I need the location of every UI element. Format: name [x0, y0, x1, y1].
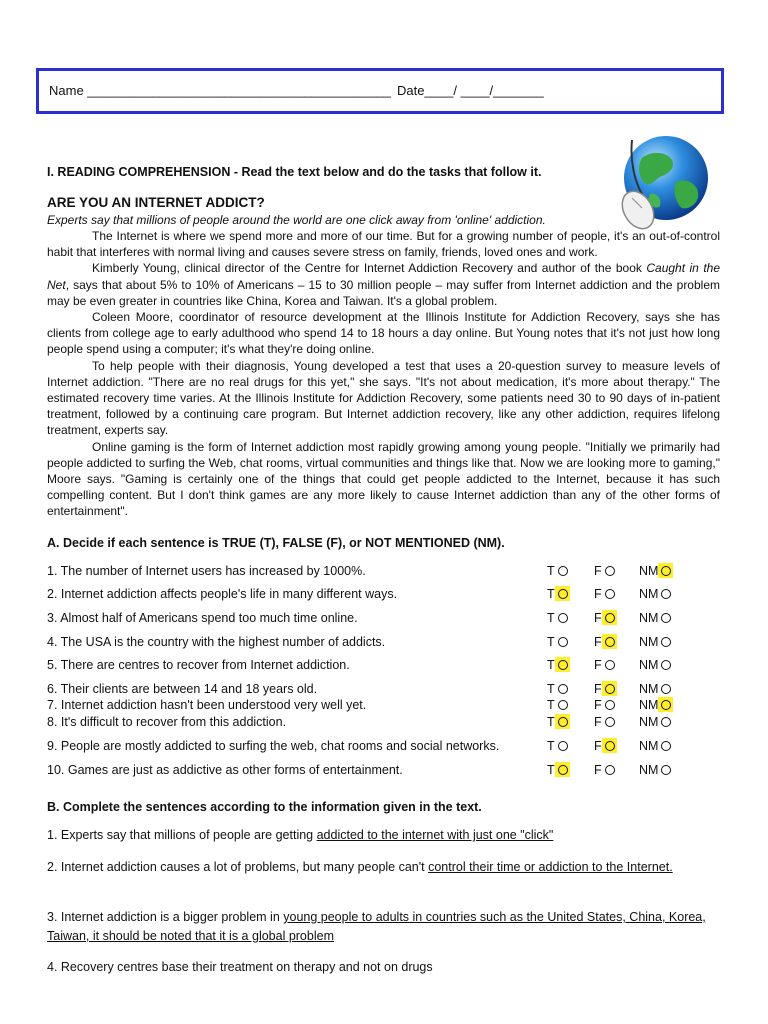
option-label: T — [547, 635, 555, 649]
option-label: T — [547, 682, 555, 696]
option-f[interactable] — [594, 611, 615, 625]
radio-circle-icon[interactable] — [605, 700, 615, 710]
option-label: NM — [639, 739, 659, 753]
radio-circle-icon[interactable] — [558, 566, 568, 576]
option-t[interactable] — [547, 698, 568, 712]
radio-circle-icon[interactable] — [661, 613, 671, 623]
option-label: NM — [639, 635, 659, 649]
option-label: T — [547, 658, 555, 672]
radio-circle-icon[interactable] — [558, 741, 568, 751]
question-text: 3. Almost half of Americans spend too much time online. — [47, 611, 358, 625]
paragraph-2-end: , says that about 5% to 10% of Americans – 15 to 30 million people – may suffer from Internet addiction and the problem may be even greater in countries like China, Korea and Taiwan. It's a global problem. — [47, 277, 720, 308]
section-title: I. READING COMPREHENSION - Read the text below and do the tasks that follow it. — [47, 165, 542, 179]
radio-circle-icon[interactable] — [558, 765, 568, 775]
paragraph-3: Coleen Moore, coordinator of resource development at the Illinois Institute for Addiction Recovery, says she has clients from college age to early adulthood who spend 14 to 18 hours a day online. But Young notes that it's not just how long people spend using a computer; it's what they're doing online. — [47, 310, 720, 357]
option-t[interactable] — [547, 763, 568, 777]
completion-answer[interactable]: control their time or addiction to the Internet. — [428, 860, 673, 874]
option-label: F — [594, 763, 602, 777]
question-text: 1. The number of Internet users has increased by 1000%. — [47, 564, 366, 578]
question-row — [47, 682, 727, 698]
completion-prompt: 1. Experts say that millions of people are getting — [47, 828, 317, 842]
option-f[interactable] — [594, 564, 615, 578]
completion-answer[interactable]: addicted to the internet with just one "click" — [316, 828, 554, 842]
question-row — [47, 611, 727, 627]
question-text: 7. Internet addiction hasn't been understood very well yet. — [47, 698, 367, 712]
paragraph-2-start: Kimberly Young, clinical director of the Centre for Internet Addiction Recovery and author of the book — [92, 261, 647, 276]
option-label: T — [547, 611, 555, 625]
paragraph-5: Online gaming is the form of Internet addiction most rapidly growing among young people. "Initially we primarily had people addicted to surfing the Web, chat rooms, virtual communities and things like that. Now we are looking more to gaming," Moore says. "Gaming is certainly one of the things that could get people addicted to the Internet, because it has such compelling content. But I don't think games are any more likely to cause Internet addiction than any of the other forms of entertainment". — [47, 439, 720, 519]
completion-item-3 — [47, 908, 707, 946]
article-body — [47, 228, 720, 520]
completion-item-4 — [47, 958, 707, 977]
article-subtitle: Experts say that millions of people around the world are one click away from 'online' addiction. — [47, 213, 546, 227]
radio-circle-icon[interactable] — [661, 589, 671, 599]
question-text: 2. Internet addiction affects people's life in many different ways. — [47, 587, 398, 601]
option-f[interactable] — [594, 587, 615, 601]
question-text: 6. Their clients are between 14 and 18 years old. — [47, 682, 318, 696]
option-nm[interactable] — [639, 564, 671, 578]
option-label: F — [594, 739, 602, 753]
option-f[interactable] — [594, 715, 615, 729]
radio-circle-icon[interactable] — [605, 765, 615, 775]
option-nm[interactable] — [639, 611, 671, 625]
option-t[interactable] — [547, 587, 568, 601]
radio-circle-icon[interactable] — [558, 717, 568, 727]
option-t[interactable] — [547, 715, 568, 729]
option-label: T — [547, 715, 555, 729]
radio-circle-icon[interactable] — [558, 684, 568, 694]
radio-circle-icon[interactable] — [605, 660, 615, 670]
question-text: 8. It's difficult to recover from this addiction. — [47, 715, 287, 729]
radio-circle-icon[interactable] — [605, 637, 615, 647]
task-b-instruction: B. Complete the sentences according to the information given in the text. — [47, 800, 482, 814]
option-label: T — [547, 739, 555, 753]
completion-answer[interactable]: young people to adults in countries such as the United States, China, Korea, Taiwan, it should be noted that it is a global problem — [47, 910, 706, 943]
option-label: NM — [639, 715, 659, 729]
paragraph-4: To help people with their diagnosis, Young developed a test that uses a 20-question survey to measure levels of Internet addiction. "There are no real drugs for this yet," she says. "It's not about medication, it's more about therapy." The estimated recovery time varies. At the Illinois Institute for Addiction Recovery, some patients need 30 to 90 days of in-patient treatment, followed by a continuing care program. But Internet addiction recovery, like any other addiction, requires lifelong treatment, experts say. — [47, 358, 720, 438]
option-nm[interactable] — [639, 715, 671, 729]
radio-circle-icon[interactable] — [661, 660, 671, 670]
option-label: NM — [639, 658, 659, 672]
option-nm[interactable] — [639, 682, 671, 696]
radio-circle-icon[interactable] — [558, 589, 568, 599]
radio-circle-icon[interactable] — [661, 700, 671, 710]
question-row — [47, 564, 727, 580]
book-title: Caught in the Net — [47, 261, 720, 292]
paragraph-2 — [47, 260, 720, 309]
option-label: NM — [639, 698, 659, 712]
radio-circle-icon[interactable] — [605, 613, 615, 623]
radio-circle-icon[interactable] — [661, 566, 671, 576]
option-nm[interactable] — [639, 739, 671, 753]
option-label: F — [594, 682, 602, 696]
option-label: T — [547, 587, 555, 601]
completion-prompt: 4. Recovery centres base their treatment on therapy and not on drugs — [47, 960, 433, 974]
option-nm[interactable] — [639, 587, 671, 601]
option-nm[interactable] — [639, 658, 671, 672]
option-f[interactable] — [594, 739, 615, 753]
option-f[interactable] — [594, 682, 615, 696]
option-label: NM — [639, 682, 659, 696]
question-text: 4. The USA is the country with the highest number of addicts. — [47, 635, 386, 649]
option-label: NM — [639, 763, 659, 777]
radio-circle-icon[interactable] — [605, 684, 615, 694]
radio-circle-icon[interactable] — [558, 613, 568, 623]
question-text: 5. There are centres to recover from Internet addiction. — [47, 658, 350, 672]
option-t[interactable] — [547, 658, 568, 672]
radio-circle-icon[interactable] — [558, 700, 568, 710]
completion-item-2 — [47, 858, 707, 877]
radio-circle-icon[interactable] — [605, 589, 615, 599]
option-f[interactable] — [594, 635, 615, 649]
option-nm[interactable] — [639, 635, 671, 649]
option-t[interactable] — [547, 682, 568, 696]
radio-circle-icon[interactable] — [661, 684, 671, 694]
completion-prompt: 2. Internet addiction causes a lot of problems, but many people can't — [47, 860, 429, 874]
article-title: ARE YOU AN INTERNET ADDICT? — [47, 195, 265, 210]
question-row — [47, 763, 727, 779]
globe-mouse-icon — [612, 130, 716, 234]
option-label: T — [547, 698, 555, 712]
question-row — [47, 739, 727, 755]
option-t[interactable] — [547, 564, 568, 578]
option-label: NM — [639, 587, 659, 601]
question-row — [47, 658, 727, 674]
question-row — [47, 698, 727, 714]
option-label: F — [594, 658, 602, 672]
option-t[interactable] — [547, 635, 568, 649]
option-t[interactable] — [547, 739, 568, 753]
question-row — [47, 715, 727, 731]
option-label: T — [547, 763, 555, 777]
name-field[interactable]: Name __________________________________________ — [49, 83, 391, 98]
option-label: F — [594, 564, 602, 578]
name-date-box — [36, 68, 724, 114]
option-t[interactable] — [547, 611, 568, 625]
option-label: F — [594, 635, 602, 649]
radio-circle-icon[interactable] — [661, 717, 671, 727]
radio-circle-icon[interactable] — [558, 637, 568, 647]
radio-circle-icon[interactable] — [661, 765, 671, 775]
radio-circle-icon[interactable] — [558, 660, 568, 670]
option-label: F — [594, 611, 602, 625]
radio-circle-icon[interactable] — [605, 566, 615, 576]
option-nm[interactable] — [639, 698, 671, 712]
option-label: F — [594, 698, 602, 712]
option-label: F — [594, 715, 602, 729]
completion-prompt: 3. Internet addiction is a bigger problem in — [47, 910, 284, 924]
radio-circle-icon[interactable] — [661, 637, 671, 647]
option-label: NM — [639, 611, 659, 625]
radio-circle-icon[interactable] — [661, 741, 671, 751]
option-f[interactable] — [594, 763, 615, 777]
question-text: 9. People are mostly addicted to surfing the web, chat rooms and social networks. — [47, 739, 500, 753]
radio-circle-icon[interactable] — [605, 717, 615, 727]
radio-circle-icon[interactable] — [605, 741, 615, 751]
task-a-instruction: A. Decide if each sentence is TRUE (T), FALSE (F), or NOT MENTIONED (NM). — [47, 536, 505, 550]
option-label: T — [547, 564, 555, 578]
question-text: 10. Games are just as addictive as other forms of entertainment. — [47, 763, 403, 777]
question-row — [47, 635, 727, 651]
completion-item-1 — [47, 826, 707, 845]
paragraph-1: The Internet is where we spend more and more of our time. But for a growing number of people, it's an out-of-control habit that interferes with normal living and causes severe stress on family, friends, loved ones and work. — [47, 229, 720, 260]
option-nm[interactable] — [639, 763, 671, 777]
option-label: NM — [639, 564, 659, 578]
option-f[interactable] — [594, 698, 615, 712]
question-row — [47, 587, 727, 603]
option-label: F — [594, 587, 602, 601]
option-f[interactable] — [594, 658, 615, 672]
date-field[interactable]: Date____/ ____/_______ — [397, 83, 544, 98]
